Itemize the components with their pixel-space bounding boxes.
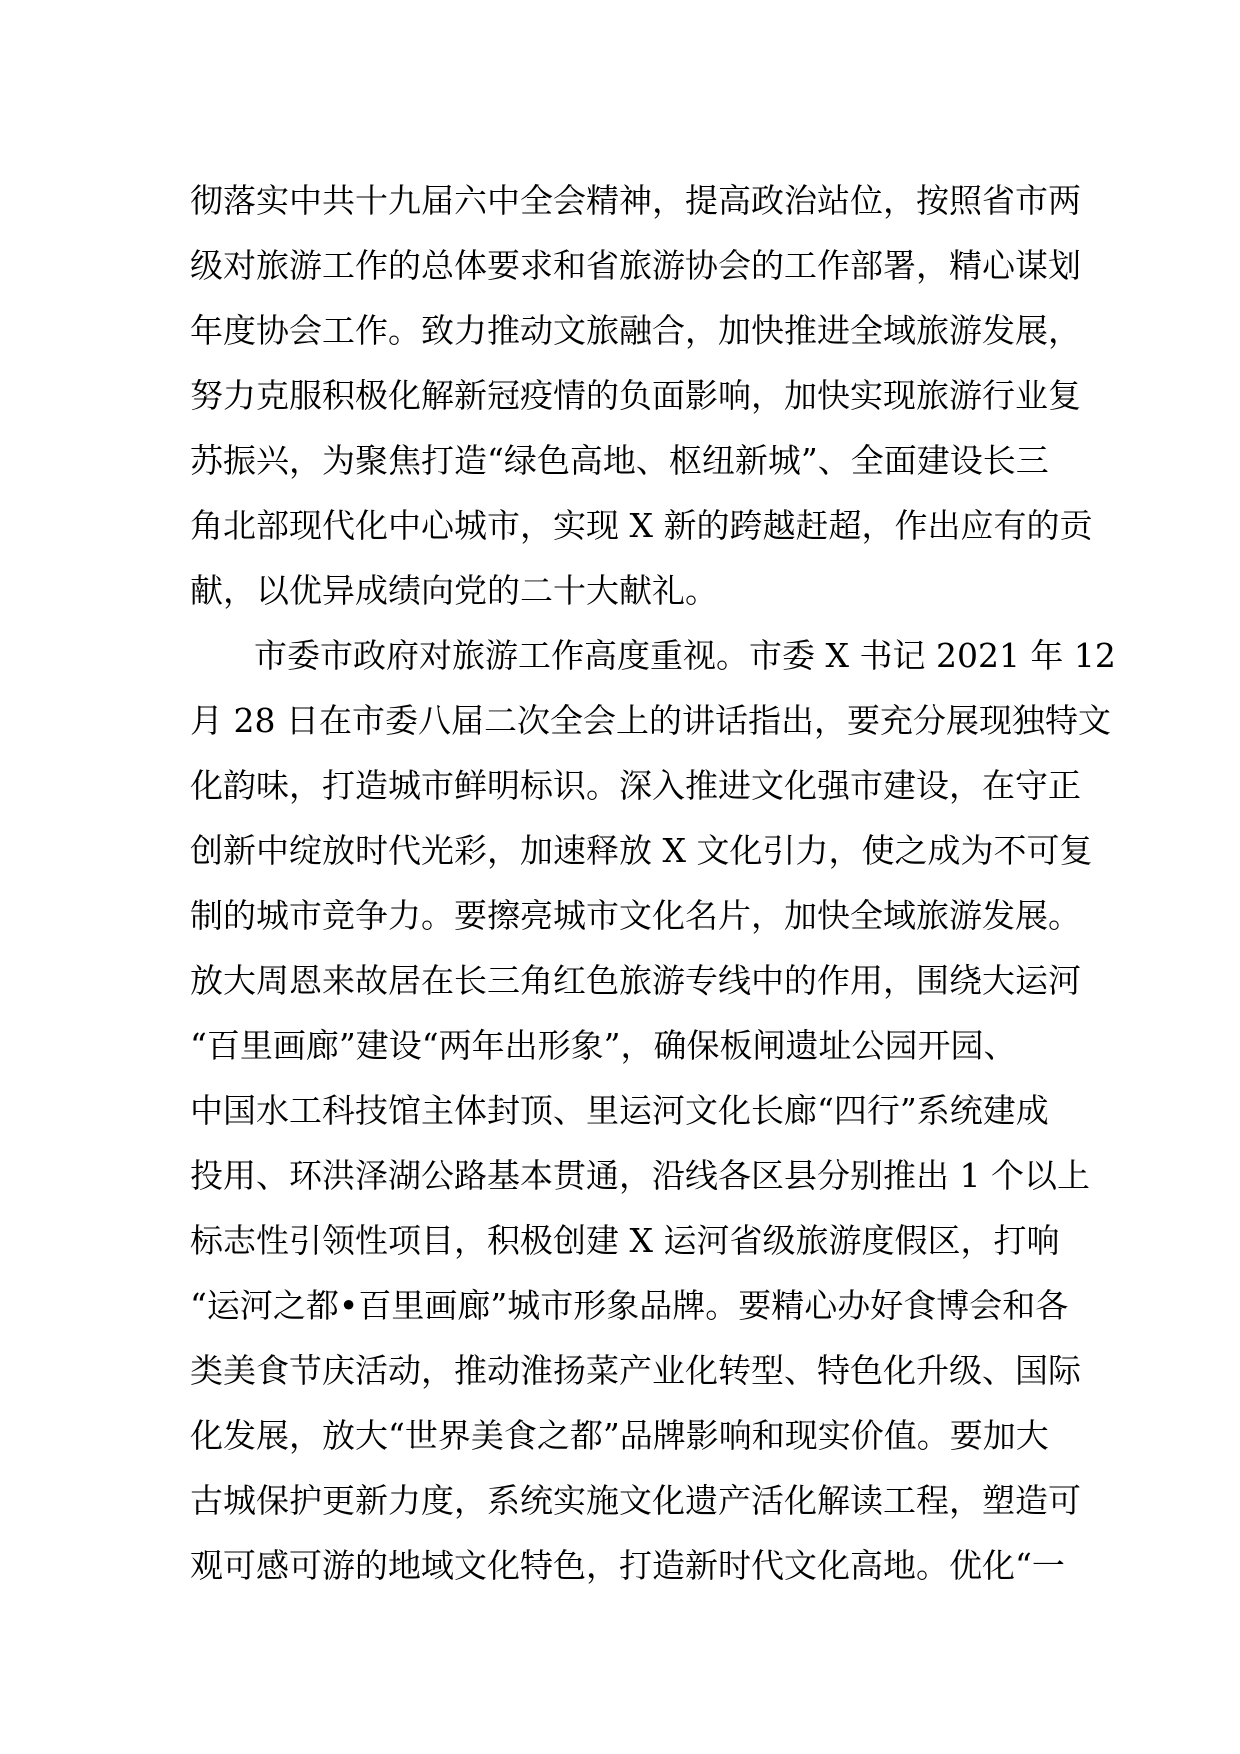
text-line: 献，以优异成绩向党的二十大献礼。 [190,571,718,610]
text-line: 角北部现代化中心城市，实现 X 新的跨越赶超，作出应有的贡 [190,506,1093,545]
text-line: 制的城市竞争力。要擦亮城市文化名片，加快全域旅游发展。 [190,896,1081,935]
text-line: 类美食节庆活动，推动淮扬菜产业化转型、特色化升级、国际 [190,1351,1081,1390]
text-line: 中国水工科技馆主体封顶、里运河文化长廊“四行”系统建成 [190,1091,1049,1130]
text-line: 放大周恩来故居在长三角红色旅游专线中的作用，围绕大运河 [190,961,1081,1000]
paragraph-2 [190,623,1116,1663]
text-line: 古城保护更新力度，系统实施文化遗产活化解读工程，塑造可 [190,1481,1081,1520]
text-line: 苏振兴，为聚焦打造“绿色高地、枢纽新城”、全面建设长三 [190,441,1049,480]
text-line: 彻落实中共十九届六中全会精神，提高政治站位，按照省市两 [190,181,1081,220]
text-line: 努力克服积极化解新冠疫情的负面影响，加快实现旅游行业复 [190,376,1081,415]
text-line: “百里画廊”建设“两年出形象”，确保板闸遗址公园开园、 [190,1026,1017,1065]
text-line: 观可感可游的地域文化特色，打造新时代文化高地。优化“一 [190,1546,1065,1585]
text-line: 创新中绽放时代光彩，加速释放 X 文化引力，使之成为不可复 [190,831,1093,870]
text-line: 年度协会工作。致力推动文旅融合，加快推进全域旅游发展， [190,311,1081,350]
text-line: 月 28 日在市委八届二次全会上的讲话指出，要充分展现独特文 [190,701,1111,740]
text-line: 市委市政府对旅游工作高度重视。市委 X 书记 2021 年 12 [254,636,1116,675]
text-line [190,1598,1070,1663]
paragraph-1 [190,168,1093,623]
text-line: 级对旅游工作的总体要求和省旅游协会的工作部署，精心谋划 [190,246,1081,285]
text-line: 化发展，放大“世界美食之都”品牌影响和现实价值。要加大 [190,1416,1049,1455]
text-line: 化韵味，打造城市鲜明标识。深入推进文化强市建设，在守正 [190,766,1081,805]
text-line: “运河之都•百里画廊”城市形象品牌。要精心办好食博会和各 [190,1286,1069,1325]
text-line: 标志性引领性项目，积极创建 X 运河省级旅游度假区，打响 [190,1221,1060,1260]
text-line: 投用、环洪泽湖公路基本贯通，沿线各区县分别推出 1 个以上 [190,1156,1090,1195]
document-body [190,168,1116,1663]
